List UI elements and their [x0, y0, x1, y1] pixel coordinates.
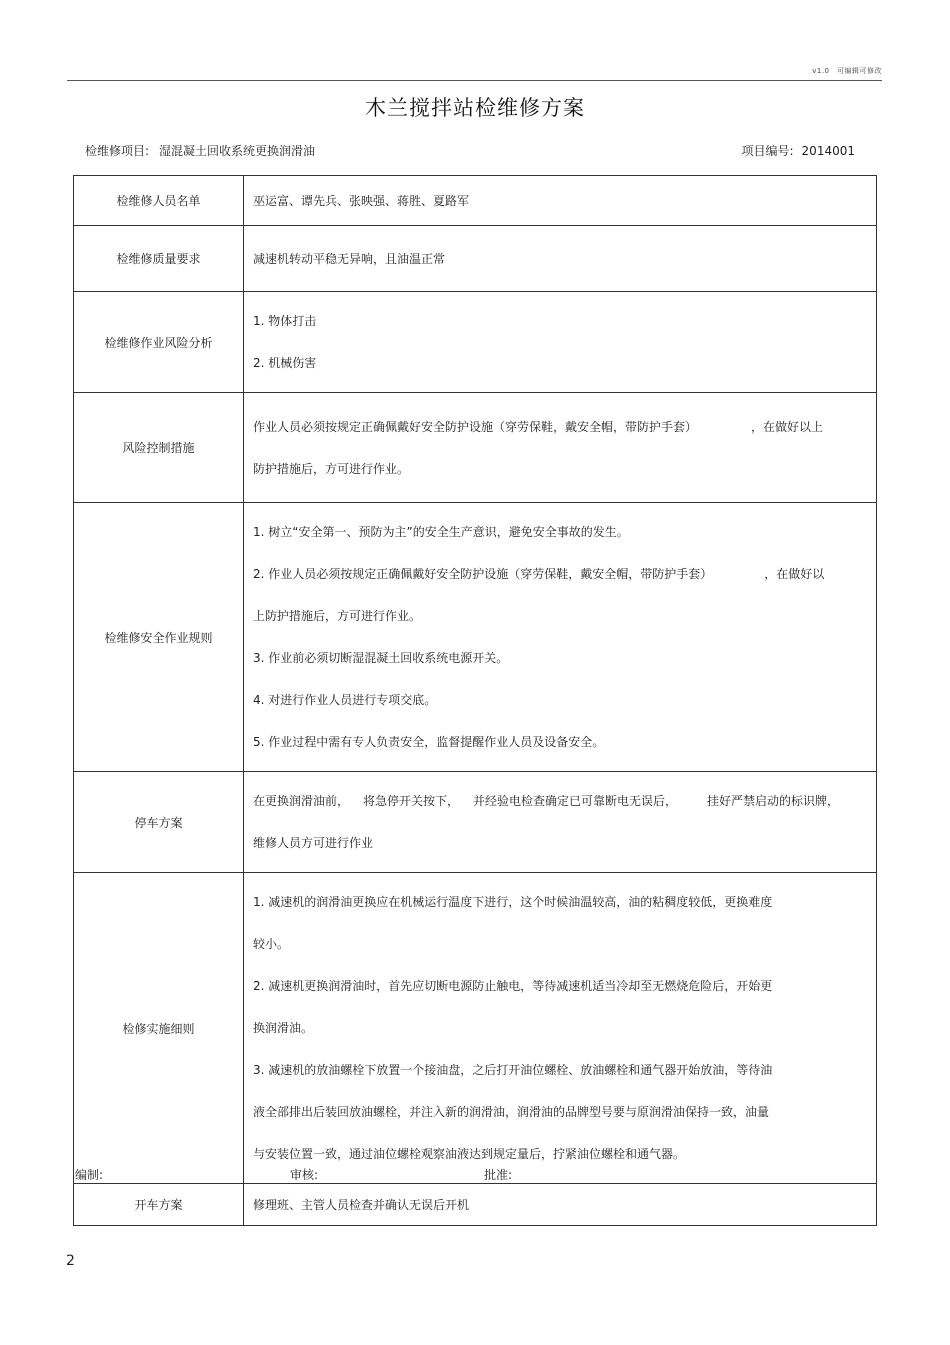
content-line: 减速机转动平稳无异响，且油温正常 — [253, 251, 446, 266]
document-title: 木兰搅拌站检维修方案 — [365, 96, 585, 120]
content-text: 在更换润滑油前， — [253, 794, 350, 808]
content-line: 上防护措施后，方可进行作业。 — [253, 609, 422, 623]
row-content-risk-control — [244, 393, 877, 503]
content-line: 1. 物体打击 — [253, 314, 317, 328]
row-label-implementation: 检修实施细则 — [74, 873, 244, 1184]
row-label-personnel: 检维修人员名单 — [74, 176, 244, 226]
footer-compile: 编制: — [75, 1168, 104, 1182]
content-line: 2. 机械伤害 — [253, 356, 317, 370]
content-line: 换润滑油。 — [253, 1021, 314, 1035]
content-line: 3. 作业前必须切断湿混凝土回收系统电源开关。 — [253, 651, 509, 665]
content-line: 修理班、主管人员检查并确认无误后开机 — [253, 1197, 470, 1212]
content-text: 2. 作业人员必须按规定正确佩戴好安全防护设施（穿劳保鞋，戴安全帽，带防护手套） — [253, 567, 713, 581]
project-item-label: 检维修项目: — [85, 144, 150, 158]
row-content-personnel — [244, 176, 877, 226]
table-row — [74, 772, 877, 873]
project-number-label: 项目编号: — [741, 144, 794, 158]
content-line: 4. 对进行作业人员进行专项交底。 — [253, 693, 437, 707]
project-number-value: 2014001 — [801, 144, 855, 158]
row-label-risk-control: 风险控制措施 — [74, 393, 244, 503]
row-label-quality: 检维修质量要求 — [74, 226, 244, 292]
content-line: 防护措施后，方可进行作业。 — [253, 461, 410, 476]
row-label-startup: 开车方案 — [74, 1184, 244, 1226]
content-text: 将急停开关按下， — [363, 794, 460, 808]
row-content-quality — [244, 226, 877, 292]
maintenance-plan-table — [73, 175, 877, 1226]
content-text: ，在做好以上 — [751, 419, 824, 434]
row-content-safety-rules — [244, 503, 877, 772]
content-line: 1. 减速机的润滑油更换应在机械运行温度下进行，这个时候油温较高，油的粘稠度较低，更换难度 — [253, 895, 773, 909]
page-number: 2 — [66, 1253, 75, 1269]
row-content-startup — [244, 1184, 877, 1226]
content-line — [253, 406, 866, 448]
table-row — [74, 393, 877, 503]
content-line: 较小。 — [253, 937, 290, 951]
project-item-value: 湿混凝土回收系统更换润滑油 — [159, 144, 316, 158]
row-content-shutdown — [244, 772, 877, 873]
content-line: 维修人员方可进行作业 — [253, 836, 374, 850]
row-content-risk-analysis — [244, 292, 877, 393]
header-rule — [67, 80, 882, 81]
footer-review: 审核: — [290, 1168, 319, 1182]
content-line: 2. 减速机更换润滑油时，首先应切断电源防止触电，等待减速机适当冷却至无燃烧危险后，开始更 — [253, 979, 773, 993]
row-content-implementation — [244, 873, 877, 1184]
project-number — [742, 142, 856, 159]
project-item — [85, 142, 315, 159]
table-row — [74, 176, 877, 226]
content-line: 1. 树立“安全第一、预防为主”的安全生产意识，避免安全事故的发生。 — [253, 525, 629, 539]
content-text: 作业人员必须按规定正确佩戴好安全防护设施（穿劳保鞋，戴安全帽，带防护手套） — [253, 419, 698, 434]
version-note: v1.0 可编辑可修改 — [812, 67, 882, 75]
content-line — [253, 780, 866, 822]
content-line: 与安装位置一致，通过油位螺栓观察油液达到规定量后，拧紧油位螺栓和通气器。 — [253, 1147, 686, 1161]
table-row — [74, 226, 877, 292]
content-line: 液全部排出后装回放油螺栓，并注入新的润滑油，润滑油的品牌型号要与原润滑油保持一致，油量 — [253, 1105, 770, 1119]
row-label-shutdown: 停车方案 — [74, 772, 244, 873]
content-text: 挂好严禁启动的标识牌， — [707, 794, 840, 808]
table-row — [74, 292, 877, 393]
content-line: 5. 作业过程中需有专人负责安全，监督提醒作业人员及设备安全。 — [253, 735, 605, 749]
row-label-safety-rules: 检维修安全作业规则 — [74, 503, 244, 772]
content-line: 巫运富、谭先兵、张映强、蒋胜、夏路军 — [253, 193, 470, 208]
content-line — [253, 553, 866, 595]
table-row — [74, 873, 877, 1184]
content-line: 3. 减速机的放油螺栓下放置一个接油盘，之后打开油位螺栓、放油螺栓和通气器开始放油，等待油 — [253, 1063, 773, 1077]
content-text: ，在做好以 — [764, 567, 825, 581]
table-row — [74, 503, 877, 772]
table-row — [74, 1184, 877, 1226]
footer-approve: 批准: — [484, 1168, 513, 1182]
content-text: 并经验电检查确定已可靠断电无误后， — [473, 794, 678, 808]
row-label-risk-analysis: 检维修作业风险分析 — [74, 292, 244, 393]
